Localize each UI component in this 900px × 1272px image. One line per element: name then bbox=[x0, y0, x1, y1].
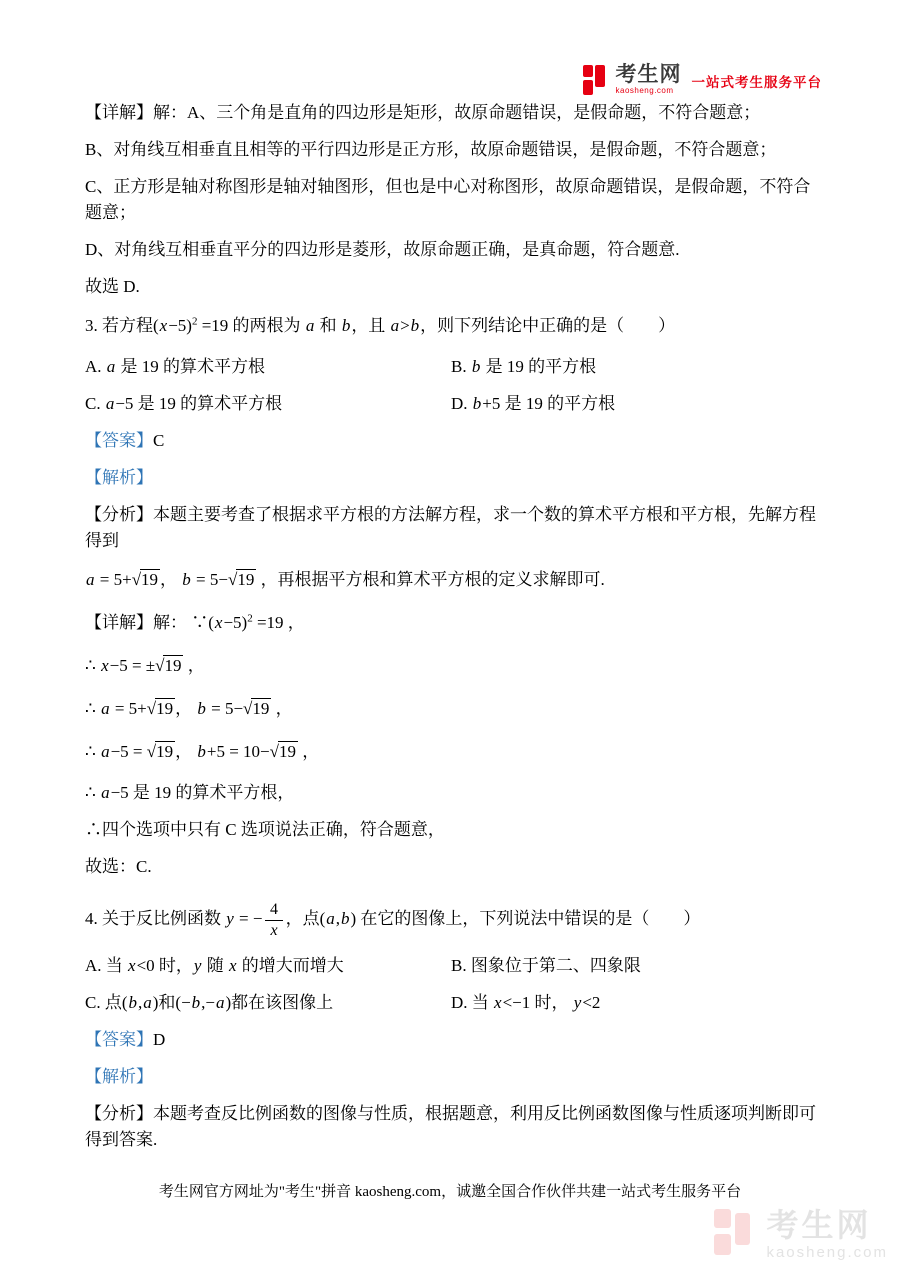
detail-line: B、对角线互相垂直且相等的平行四边形是正方形，故原命题错误，是假命题，不符合题意； bbox=[85, 140, 777, 159]
detail-line: ∴ a = 5+√19 ， b = 5−√19 ， bbox=[85, 699, 293, 718]
analysis-line: 【分析】本题主要考查了根据求平方根的方法解方程，求一个数的算术平方根和平方根，先解方程得到 bbox=[85, 505, 816, 550]
option-row bbox=[85, 953, 822, 979]
section-label: 【解析】 bbox=[85, 1067, 153, 1086]
logo-domain-text: kaosheng.com bbox=[615, 86, 674, 95]
footer-text: 考生网官方网址为"考生"拼音 kaosheng.com，诚邀全国合作伙伴共建一站式考生服务平台 bbox=[158, 1184, 742, 1200]
section-label: 【解析】 bbox=[85, 468, 153, 487]
logo-brand-text: 考生网 bbox=[615, 63, 682, 86]
option-right: B. 图象位于第二、四象限 bbox=[451, 956, 641, 975]
option-left: A. 当 x<0 时，y 随 x 的增大而增大 bbox=[85, 956, 344, 975]
detail-line: C、正方形是轴对称图形是轴对轴图形，但也是中心对称图形，故原命题错误，是假命题，不符合题意； bbox=[85, 177, 811, 222]
kaosheng-watermark-icon bbox=[714, 1209, 758, 1257]
analysis-label-line bbox=[85, 1064, 822, 1090]
conclusion-line: 故选 D. bbox=[85, 277, 140, 296]
analysis-label-line bbox=[85, 465, 822, 491]
option-left: C. a−5 是 19 的算术平方根 bbox=[85, 394, 283, 413]
detail-line: 【详解】解： $\because(x-5)^2 =19$ ， bbox=[85, 612, 305, 632]
watermark-brand-text: 考生网 bbox=[766, 1207, 872, 1243]
logo-tagline: 一站式考生服务平台 bbox=[691, 75, 822, 90]
watermark-text bbox=[766, 1209, 888, 1260]
logo-text bbox=[616, 64, 682, 95]
option-row bbox=[85, 354, 822, 380]
detail-line: ∴四个选项中只有 C 选项说法正确，符合题意， bbox=[85, 820, 445, 839]
detail-line: ∴ a−5 = √19 ， b+5 = 10−√19 ， bbox=[85, 742, 320, 761]
section-label: 【答案】 bbox=[85, 1030, 153, 1049]
document-body bbox=[85, 100, 822, 1164]
detail-line: ∴ a−5 是 19 的算术平方根， bbox=[85, 783, 295, 802]
kaosheng-logo bbox=[583, 64, 823, 95]
answer-line: 【答案】C bbox=[85, 431, 165, 450]
watermark-logo bbox=[714, 1209, 888, 1260]
analysis-line: a = 5+√19 ， b = 5−√19 ，再根据平方根和算术平方根的定义求解即可. bbox=[86, 570, 605, 589]
option-right: D. 当 x<−1 时， y<2 bbox=[451, 993, 601, 1012]
option-row bbox=[85, 391, 822, 417]
detail-line: ∴ x−5 = ±√19 ， bbox=[85, 656, 205, 675]
question-3: 3. 若方程$(x-5)^2 =19$ 的两根为 a 和 b，且 a>b，则下列结论中正确的是（ ） bbox=[85, 315, 676, 335]
watermark-domain-text: kaosheng.com bbox=[766, 1244, 888, 1261]
question-4: 4. 关于反比例函数 y = − $\frac{4}{x}$ ，点(a,b) 在它的图像上，下列说法中错误的是（ ） bbox=[85, 901, 701, 940]
detail-line: D、对角线互相垂直平分的四边形是菱形，故原命题正确，是真命题，符合题意. bbox=[85, 240, 680, 259]
option-right: B. b 是 19 的平方根 bbox=[451, 357, 597, 376]
section-label: 【答案】 bbox=[85, 431, 153, 450]
option-left: A. a 是 19 的算术平方根 bbox=[85, 357, 266, 376]
detail-line: 【详解】解：A、三个角是直角的四边形是矩形，故原命题错误，是假命题，不符合题意； bbox=[85, 103, 761, 122]
answer-line: 【答案】D bbox=[85, 1030, 166, 1049]
conclusion-line: 故选：C. bbox=[85, 857, 152, 876]
option-right: D. b+5 是 19 的平方根 bbox=[451, 394, 616, 413]
option-left: C. 点(b,a)和(−b,−a)都在该图像上 bbox=[85, 993, 334, 1012]
kaosheng-logo-icon bbox=[583, 65, 611, 95]
page-footer bbox=[0, 1180, 900, 1201]
option-row bbox=[85, 990, 822, 1016]
analysis-line: 【分析】本题考查反比例函数的图像与性质，根据题意，利用反比例函数图像与性质逐项判断即可得到答案. bbox=[85, 1104, 816, 1149]
